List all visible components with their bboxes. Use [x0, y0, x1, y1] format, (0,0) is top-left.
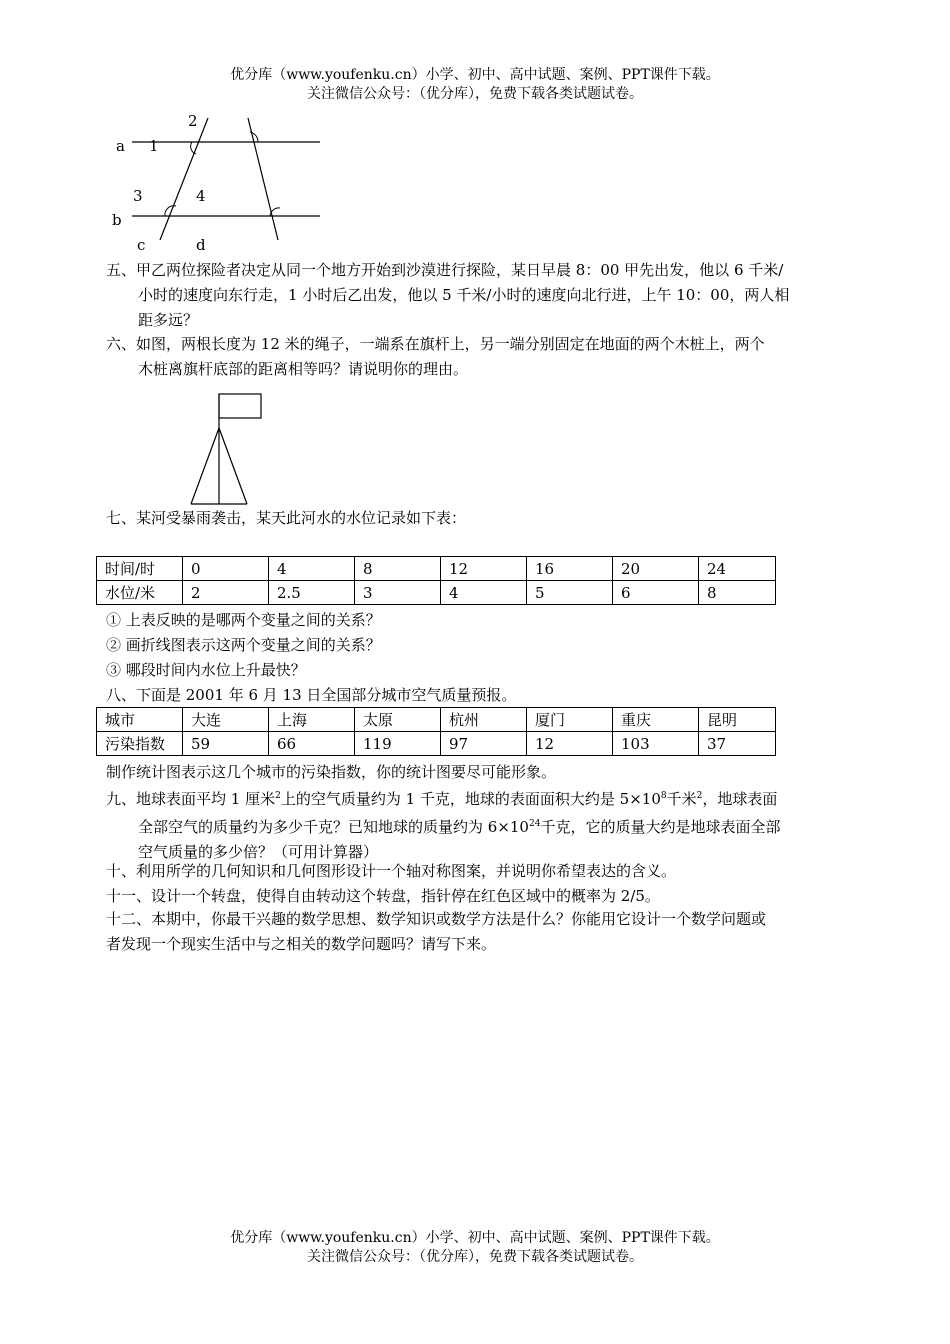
q9-text: 九、地球表面平均 1 厘米 [106, 790, 276, 808]
question-7-title: 七、某河受暴雨袭击，某天此河水的水位记录如下表： [106, 509, 467, 527]
question-5 [106, 258, 848, 333]
q9-sup: 2 [275, 791, 281, 801]
table-cell: 4 [269, 557, 355, 581]
question-12-line1: 十二、本期中，你最干兴趣的数学思想、数学知识或数学方法是什么？你能用它设计一个数学问题或 [106, 910, 767, 928]
page-header-line2: 关注微信公众号：（优分库），免费下载各类试题试卷。 [307, 86, 643, 102]
table-cell: 太原 [355, 708, 441, 732]
table-cell: 重庆 [613, 708, 699, 732]
page-header-line1: 优分库（www.youfenku.cn）小学、初中、高中试题、案例、PPT课件下载。 [230, 67, 720, 83]
q9-sup: 8 [660, 791, 667, 801]
table-cell: 103 [613, 732, 699, 756]
table-cell: 城市 [97, 708, 183, 732]
water-level-table [96, 556, 776, 605]
page-footer-line2: 关注微信公众号：（优分库），免费下载各类试题试卷。 [307, 1249, 643, 1265]
table-cell: 4 [441, 581, 527, 605]
table-cell: 59 [183, 732, 269, 756]
question-9-line3: 空气质量的多少倍？（可用计算器） [138, 843, 379, 861]
table-cell: 66 [269, 732, 355, 756]
question-6-line1: 六、如图，两根长度为 12 米的绳子，一端系在旗杆上，另一端分别固定在地面的两个木桩上，两个 [106, 335, 765, 353]
table-cell: 水位/米 [97, 581, 183, 605]
q9-sup: 24 [528, 819, 541, 829]
table-cell: 119 [355, 732, 441, 756]
line-d [248, 118, 278, 240]
line-c [160, 118, 208, 240]
q9-text: ，地球表面 [702, 790, 778, 808]
q9-text: 千克，它的质量大约是地球表面全部 [540, 818, 781, 836]
q9-text: 全部空气的质量约为多少千克？已知地球的质量约为 6×10 [138, 818, 529, 836]
table-row [97, 732, 776, 756]
page-footer-line1: 优分库（www.youfenku.cn）小学、初中、高中试题、案例、PPT课件下载。 [230, 1230, 720, 1246]
label-d: d [196, 236, 206, 254]
table-cell: 20 [613, 557, 699, 581]
table-cell: 2.5 [269, 581, 355, 605]
label-angle-2: 2 [188, 112, 198, 130]
table-cell: 97 [441, 732, 527, 756]
question-7-sub3: ③ 哪段时间内水位上升最快？ [106, 661, 306, 679]
label-a: a [116, 137, 125, 155]
table-cell: 昆明 [699, 708, 776, 732]
table-cell: 厦门 [527, 708, 613, 732]
label-angle-4: 4 [196, 187, 206, 205]
table-row [97, 708, 776, 732]
parallel-lines-figure [100, 108, 340, 258]
q9-text: 上的空气质量约为 1 千克，地球的表面面积大约是 5×10 [280, 790, 661, 808]
question-9-line2 [106, 812, 848, 840]
table-cell: 37 [699, 732, 776, 756]
question-5-line1: 五、甲乙两位探险者决定从同一个地方开始到沙漠进行探险，某日早晨 8：00 甲先出发，他以 6 千米/ [106, 261, 784, 279]
question-8-title: 八、下面是 2001 年 6 月 13 日全国部分城市空气质量预报。 [106, 686, 517, 704]
question-8-note: 制作统计图表示这几个城市的污染指数，你的统计图要尽可能形象。 [106, 763, 557, 781]
question-12 [106, 907, 848, 957]
flag [219, 394, 261, 418]
table-cell: 污染指数 [97, 732, 183, 756]
label-b: b [112, 211, 122, 229]
table-cell: 8 [355, 557, 441, 581]
label-c: c [137, 236, 146, 254]
question-5-line3: 距多远？ [138, 311, 199, 329]
question-6 [106, 332, 848, 382]
rope-right [219, 428, 247, 504]
question-11: 十一、设计一个转盘，使得自由转动这个转盘，指针停在红色区域中的概率为 2/5。 [106, 887, 660, 905]
question-9-line1 [106, 784, 848, 812]
table-cell: 2 [183, 581, 269, 605]
table-cell: 8 [699, 581, 776, 605]
question-5-line2: 小时的速度向东行走，1 小时后乙出发，他以 5 千米/小时的速度向北行进，上午 10：00，两人相 [138, 286, 790, 304]
table-cell: 24 [699, 557, 776, 581]
table-cell: 0 [183, 557, 269, 581]
label-angle-3: 3 [133, 187, 143, 205]
table-cell: 5 [527, 581, 613, 605]
question-7-sub1: ① 上表反映的是哪两个变量之间的关系？ [106, 611, 381, 629]
q9-text: 千米 [666, 790, 697, 808]
table-row [97, 557, 776, 581]
q9-sup: 2 [696, 791, 703, 801]
table-cell: 3 [355, 581, 441, 605]
rope-left [191, 428, 219, 504]
table-cell: 12 [441, 557, 527, 581]
question-7-sub2: ② 画折线图表示这两个变量之间的关系？ [106, 636, 381, 654]
table-cell: 16 [527, 557, 613, 581]
flagpole-figure [185, 388, 275, 508]
air-quality-table [96, 707, 776, 756]
table-cell: 大连 [183, 708, 269, 732]
question-9 [106, 784, 848, 865]
table-row [97, 581, 776, 605]
table-cell: 上海 [269, 708, 355, 732]
table-cell: 杭州 [441, 708, 527, 732]
table-cell: 12 [527, 732, 613, 756]
angle-arc-1 [191, 142, 196, 154]
question-6-line2: 木桩离旗杆底部的距离相等吗？请说明你的理由。 [138, 360, 469, 378]
question-12-line2: 者发现一个现实生活中与之相关的数学问题吗？请写下来。 [106, 935, 497, 953]
table-cell: 时间/时 [97, 557, 183, 581]
table-cell: 6 [613, 581, 699, 605]
question-10: 十、利用所学的几何知识和几何图形设计一个轴对称图案，并说明你希望表达的含义。 [106, 862, 677, 880]
label-angle-1: 1 [149, 137, 159, 155]
